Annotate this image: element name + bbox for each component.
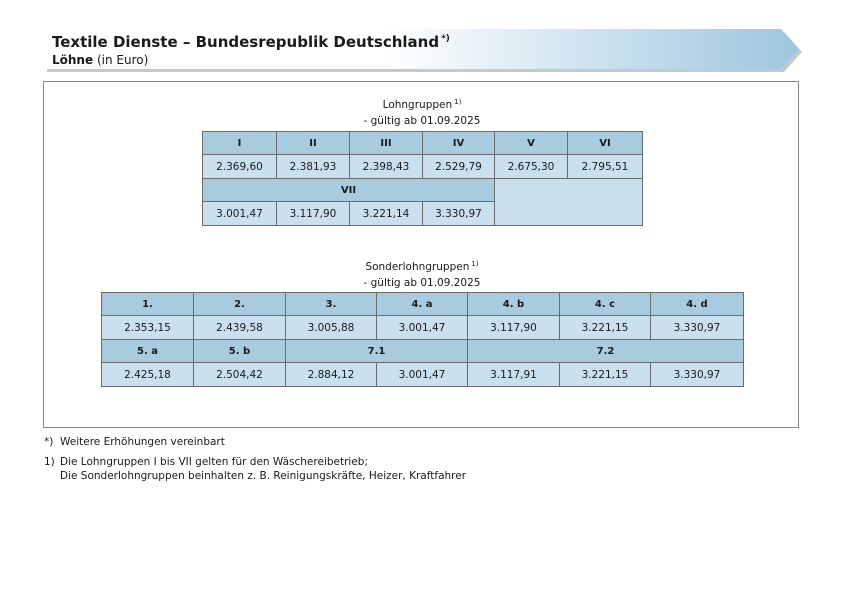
value-cell: 3.330,97: [423, 202, 495, 226]
table-row: [102, 316, 744, 340]
value-cell: 2.529,79: [423, 155, 495, 179]
footnote-line: Die Sonderlohngruppen beinhalten z. B. Reinigungskräfte, Heizer, Kraftfahrer: [60, 470, 467, 482]
value-cell: 3.117,90: [468, 316, 560, 340]
value-cell: 3.117,91: [468, 363, 560, 387]
title-banner: [44, 29, 804, 73]
page-title: Textile Dienste – Bundesrepublik Deutschland *): [52, 33, 450, 51]
value-cell: 2.439,58: [194, 316, 286, 340]
lohngruppen-title: Lohngruppen: [382, 99, 453, 111]
value-cell: 2.795,51: [568, 155, 643, 179]
header-cell: 2.: [194, 293, 286, 316]
header-cell: 7.2: [468, 340, 744, 363]
sonderlohngruppen-caption: [312, 256, 532, 291]
value-cell: 2.353,15: [102, 316, 194, 340]
footnote-mark: *): [44, 436, 54, 448]
sonderlohngruppen-date: - gültig ab 01.09.2025: [363, 277, 481, 289]
lohngruppen-caption: [322, 94, 522, 129]
lohngruppen-date: - gültig ab 01.09.2025: [363, 115, 481, 127]
header-cell: III: [350, 132, 423, 155]
header-cell: V: [495, 132, 568, 155]
sonderlohngruppen-title: Sonderlohngruppen: [365, 261, 470, 273]
title-footnote-mark: *): [441, 34, 450, 44]
footnote: [44, 435, 466, 449]
header-cell: VI: [568, 132, 643, 155]
lohngruppen-footnote-mark: 1): [454, 98, 462, 106]
footnote-mark: 1): [44, 456, 55, 468]
value-cell: 3.117,90: [277, 202, 350, 226]
table-row: [203, 132, 643, 155]
subtitle-unit: (in Euro): [93, 53, 149, 67]
footnote: [44, 455, 466, 483]
header-cell: IV: [423, 132, 495, 155]
table-row: [102, 363, 744, 387]
header-cell: 5. b: [194, 340, 286, 363]
value-cell: 3.221,15: [560, 363, 651, 387]
table-row: [203, 179, 643, 202]
value-cell: 2.884,12: [286, 363, 377, 387]
header-cell: 4. b: [468, 293, 560, 316]
header-cell: 3.: [286, 293, 377, 316]
subtitle-bold: Löhne: [52, 53, 94, 67]
footnote-line: Die Lohngruppen I bis VII gelten für den Wäschereibetrieb;: [60, 456, 368, 468]
table-row: [102, 293, 744, 316]
sonderlohngruppen-footnote-mark: 1): [471, 260, 479, 268]
footnotes: [44, 435, 466, 489]
value-cell: 2.369,60: [203, 155, 277, 179]
table-row: [102, 340, 744, 363]
page-subtitle: [52, 53, 148, 67]
header-cell: II: [277, 132, 350, 155]
header-cell: 1.: [102, 293, 194, 316]
header-cell: 4. c: [560, 293, 651, 316]
table-row: [203, 155, 643, 179]
value-cell: 2.381,93: [277, 155, 350, 179]
value-cell: 3.001,47: [377, 363, 468, 387]
value-cell: 3.330,97: [651, 363, 744, 387]
value-cell: 3.221,14: [350, 202, 423, 226]
value-cell: 2.425,18: [102, 363, 194, 387]
value-cell: 2.398,43: [350, 155, 423, 179]
value-cell: 3.005,88: [286, 316, 377, 340]
header-cell: I: [203, 132, 277, 155]
value-cell: 2.675,30: [495, 155, 568, 179]
empty-cell: [495, 179, 643, 226]
header-cell: VII: [203, 179, 495, 202]
value-cell: 3.001,47: [203, 202, 277, 226]
lohngruppen-table: [202, 131, 643, 226]
header-cell: 4. a: [377, 293, 468, 316]
value-cell: 3.001,47: [377, 316, 468, 340]
header-cell: 5. a: [102, 340, 194, 363]
header-cell: 4. d: [651, 293, 744, 316]
header-cell: 7.1: [286, 340, 468, 363]
value-cell: 2.504,42: [194, 363, 286, 387]
value-cell: 3.330,97: [651, 316, 744, 340]
footnote-line: Weitere Erhöhungen vereinbart: [60, 436, 225, 448]
sonderlohngruppen-table: [101, 292, 744, 387]
value-cell: 3.221,15: [560, 316, 651, 340]
